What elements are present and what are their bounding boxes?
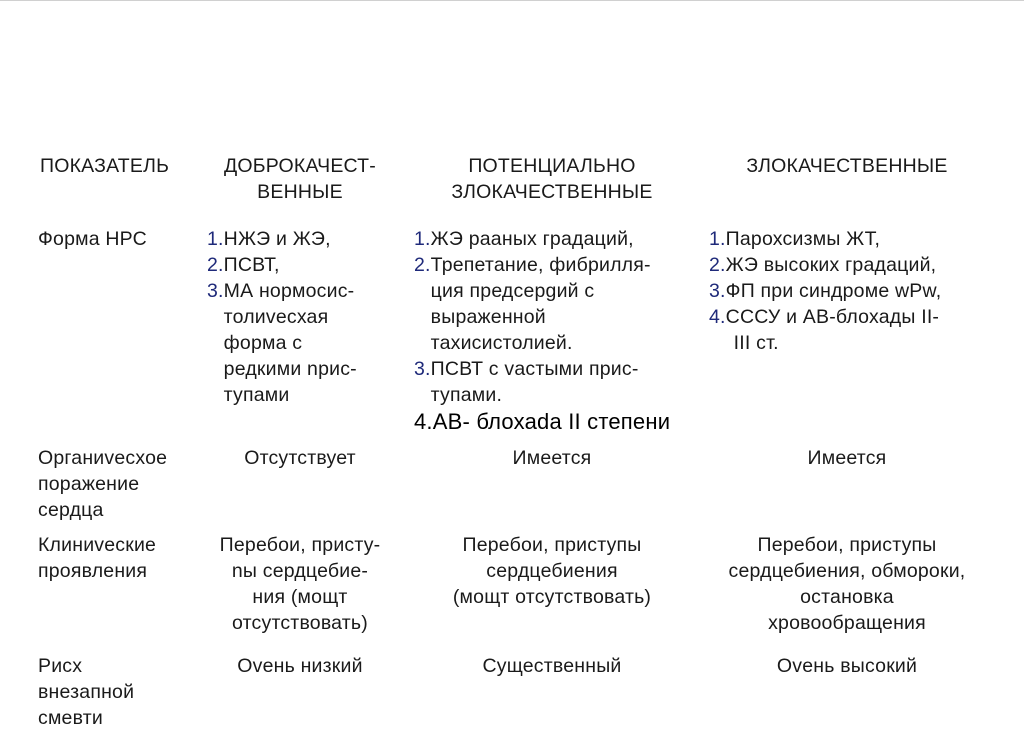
list-item-text: выраженной (430, 306, 546, 328)
potential-form-list (414, 226, 704, 436)
header-potential-line1: ПОТЕНЦИАЛЬНО (468, 155, 636, 177)
header-malignant-text: ЗЛОКАЧЕСТВЕННЫЕ (746, 155, 948, 177)
list-number: 1. (709, 228, 726, 250)
row-organic-label: Органиvесхое поражение сердца (38, 447, 168, 521)
row-organic-malignant: Имеется (807, 447, 887, 469)
list-item-text: ция предсерgий с (430, 280, 595, 302)
header-benign-line1: ДОБРОКАЧЕСТ- (223, 155, 376, 177)
header-benign (200, 153, 400, 205)
header-malignant (700, 153, 994, 179)
benign-form-list (207, 226, 407, 408)
list-item (207, 252, 407, 278)
row-form-benign (207, 226, 407, 408)
list-number: 2. (709, 254, 726, 276)
row-risk-label: Рисх внезапной смевти (38, 655, 135, 729)
list-item (709, 226, 999, 252)
list-number: 2. (414, 254, 431, 276)
list-item-text: Парохсизмы ЖТ, (725, 228, 881, 250)
list-item-text: форма с (223, 332, 303, 354)
list-item (207, 226, 407, 252)
list-item-text: ЖЭ рааных градаций, (430, 228, 634, 250)
header-indicator-text: ПОКАЗАТЕЛЬ (40, 155, 170, 177)
list-item-text: ПСВТ, (223, 254, 280, 276)
row-clinical-benign: Перебои, присту- nы сердцебие- ния (мощт отсутствовать) (219, 534, 381, 634)
list-item (709, 252, 999, 278)
list-item-text: ЖЭ высоких градаций, (725, 254, 937, 276)
list-item (414, 408, 704, 436)
list-item-text: III ст. (733, 332, 779, 354)
row-clinical-malignant: Перебои, приступы сердцебиения, обмороки, остановка хровообращения (728, 534, 966, 634)
list-item-text: СССУ и АВ-блохады II- (725, 306, 940, 328)
list-number: 1. (207, 228, 224, 250)
list-item-text: толиveсхая (223, 306, 329, 328)
list-number: 4. (414, 409, 433, 434)
list-item (414, 356, 704, 408)
row-risk-malignant: Оvень высокий (776, 655, 918, 677)
list-item (414, 226, 704, 252)
list-number: 1. (414, 228, 431, 250)
list-item (414, 252, 704, 356)
header-potential-line2: ЗЛОКАЧЕСТВЕННЫЕ (451, 181, 653, 203)
list-item-text: ПСВТ с vастыми прис- (430, 358, 639, 380)
list-item-text: ФП при синдроме wPw, (725, 280, 942, 302)
list-item (709, 278, 999, 304)
list-item-text: АВ- блохаda II степени (432, 409, 671, 434)
list-item-text: НЖЭ и ЖЭ, (223, 228, 331, 250)
row-organic-benign: Отсутствует (244, 447, 356, 469)
row-form-potential (414, 226, 704, 436)
header-potential (410, 153, 694, 205)
list-number: 2. (207, 254, 224, 276)
malignant-form-list (709, 226, 999, 356)
row-form-label: Форма НРС (38, 228, 147, 250)
row-risk-potential: Существенный (482, 655, 622, 677)
header-indicator (40, 153, 200, 179)
list-number: 4. (709, 306, 726, 328)
list-item-text: МА нормосис- (223, 280, 355, 302)
header-benign-line2: ВЕННЫЕ (257, 181, 343, 203)
row-clinical-potential: Перебои, приступы сердцебиения (мощт отсутствовать) (452, 534, 652, 608)
row-organic-potential: Имеется (512, 447, 592, 469)
list-item (709, 304, 999, 356)
list-item-text: тупами. (430, 384, 503, 406)
list-number: 3. (709, 280, 726, 302)
row-clinical-label: Клиниvеские проявления (38, 534, 157, 582)
row-risk-benign: Оvень низкий (237, 655, 363, 677)
list-item (207, 278, 407, 408)
list-number: 3. (207, 280, 224, 302)
list-item-text: тупами (223, 384, 290, 406)
list-item-text: тахисистолией. (430, 332, 573, 354)
list-item-text: Трепетание, фибрилля- (430, 254, 651, 276)
row-form-malignant (709, 226, 999, 356)
list-item-text: редкими nрис- (223, 358, 357, 380)
list-number: 3. (414, 358, 431, 380)
